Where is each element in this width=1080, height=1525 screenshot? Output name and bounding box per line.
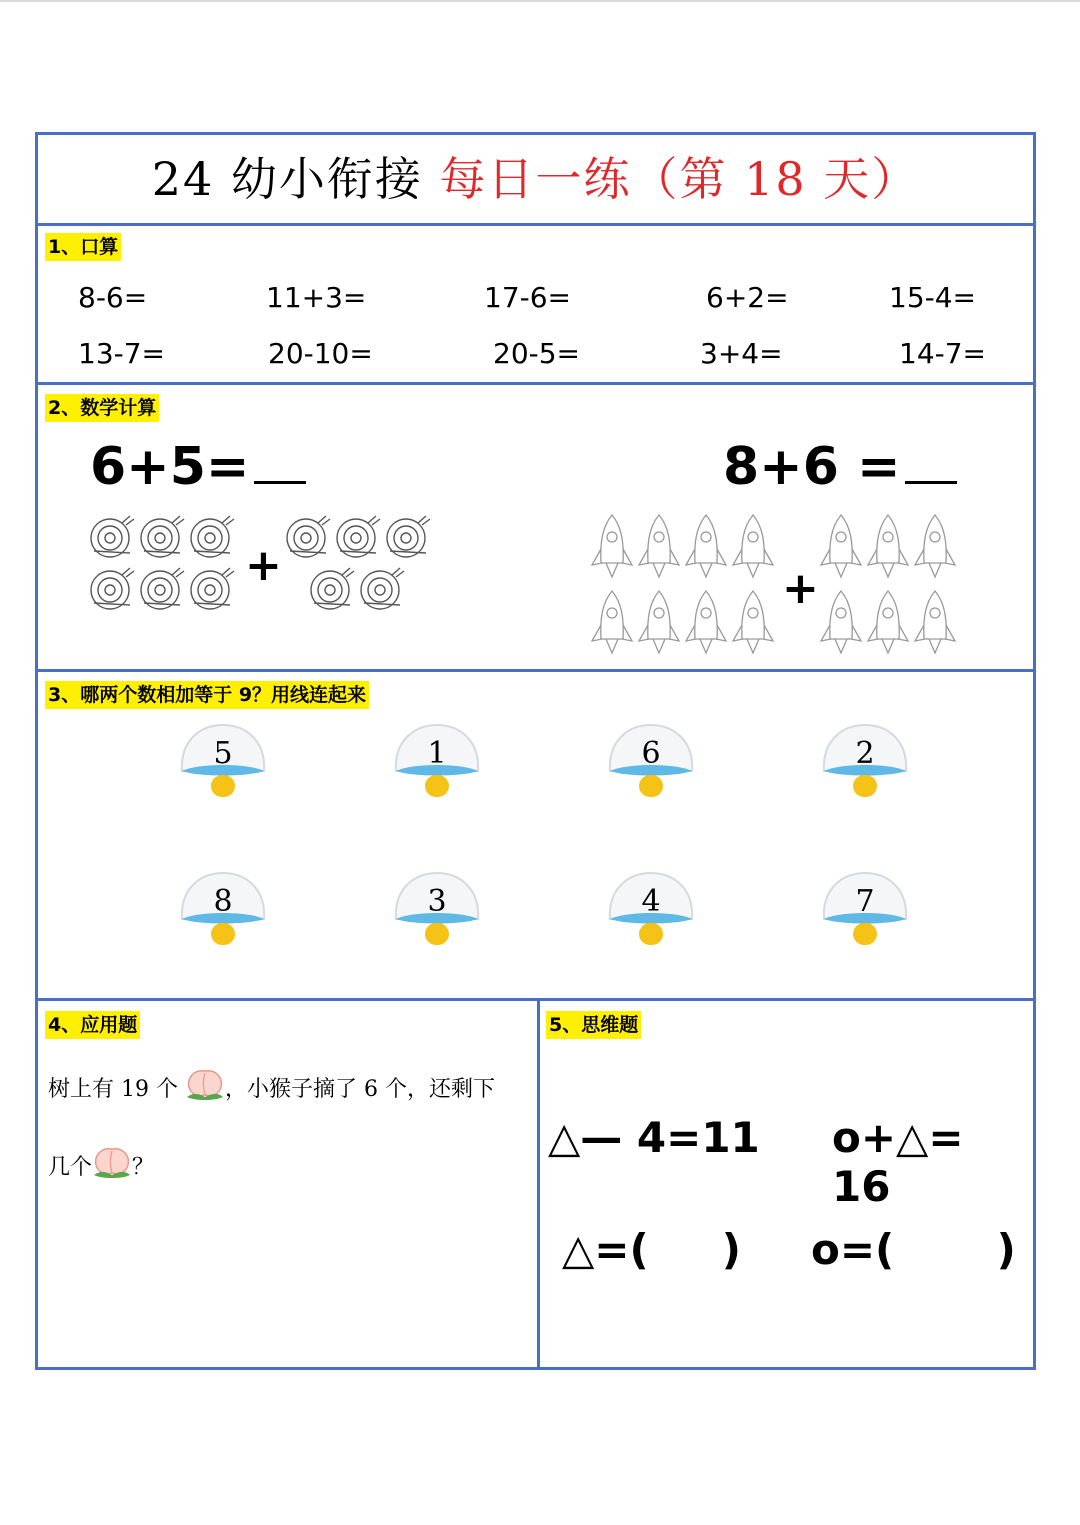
mushroom-number: 6 <box>641 736 661 771</box>
rocket-icon <box>868 591 908 653</box>
thinking-equation-2: o+△= 16 <box>832 1113 964 1211</box>
oral-item: 11+3= <box>266 281 367 314</box>
mushroom-number: 2 <box>855 736 875 771</box>
section-4-label: 4、应用题 <box>45 1011 140 1039</box>
equation-left-text: 6+5= <box>90 437 250 497</box>
rocket-icon <box>686 591 726 653</box>
mushroom-icon <box>606 869 696 961</box>
rocket-icon <box>915 591 955 653</box>
snail-icon-group <box>306 565 406 615</box>
mushroom-number: 7 <box>855 884 875 919</box>
snail-icon <box>91 516 134 557</box>
mushroom-number: 4 <box>641 884 661 919</box>
snail-icon <box>387 516 430 557</box>
mushroom-icon <box>820 869 910 961</box>
snail-icon <box>287 516 330 557</box>
oral-item: 20-10= <box>268 337 373 370</box>
snail-icon <box>311 568 354 609</box>
peach-icon <box>185 1065 225 1103</box>
rocket-icon-group <box>590 513 780 663</box>
title-day: 每日一练（第 18 天） <box>439 152 920 206</box>
answer-blank <box>905 441 957 484</box>
mushroom-icon <box>178 869 268 961</box>
mushroom-icon <box>178 721 268 813</box>
mushroom-icon <box>392 869 482 961</box>
rocket-icon <box>821 591 861 653</box>
divider <box>38 382 1033 385</box>
top-edge-line <box>0 0 1080 2</box>
rocket-icon <box>915 515 955 577</box>
snail-icon-group <box>86 513 236 563</box>
snail-icon-group <box>282 513 432 563</box>
snail-icon <box>141 516 184 557</box>
mushroom-number: 3 <box>427 884 447 919</box>
title-main: 24 幼小衔接 <box>151 152 423 206</box>
thinking-equation-1: △— 4=11 <box>548 1113 760 1162</box>
section-5-label: 5、思维题 <box>546 1011 641 1039</box>
word-problem-text: ，小猴子摘了 6 个，还剩下 <box>224 1077 495 1102</box>
oral-item: 14-7= <box>899 337 987 370</box>
rocket-icon <box>686 515 726 577</box>
divider <box>38 223 1033 226</box>
peach-icon <box>92 1143 132 1181</box>
section-1-label: 1、口算 <box>45 233 121 261</box>
snail-icon-group <box>86 565 236 615</box>
divider-vertical <box>537 1001 540 1367</box>
rocket-icon <box>821 515 861 577</box>
page-title <box>38 135 1033 223</box>
mushroom-number: 5 <box>213 736 233 771</box>
rocket-icon <box>639 515 679 577</box>
snail-icon <box>191 568 234 609</box>
equation-right <box>723 437 957 497</box>
divider <box>38 669 1033 672</box>
rocket-icon <box>733 591 773 653</box>
word-problem-text: 几个 <box>48 1155 93 1180</box>
section-2-label: 2、数学计算 <box>45 394 159 422</box>
thinking-answer-2: o=( ) <box>811 1225 1016 1274</box>
oral-item: 17-6= <box>484 281 572 314</box>
word-problem-text: ？ <box>132 1155 155 1180</box>
word-problem-line2 <box>48 1143 154 1181</box>
section-3-label: 3、哪两个数相加等于 9？用线连起来 <box>45 681 369 709</box>
oral-item: 20-5= <box>493 337 581 370</box>
rocket-icon <box>592 591 632 653</box>
snail-icon <box>91 568 134 609</box>
oral-item: 13-7= <box>78 337 166 370</box>
mushroom-icon <box>820 721 910 813</box>
divider <box>38 998 1033 1001</box>
answer-blank <box>254 441 306 484</box>
plus-sign: + <box>782 563 819 614</box>
oral-item: 3+4= <box>700 337 783 370</box>
oral-item: 6+2= <box>706 281 789 314</box>
word-problem-line1 <box>48 1065 528 1103</box>
equation-left <box>90 437 306 497</box>
thinking-answer-1: △=( ) <box>562 1225 741 1274</box>
snail-icon <box>141 568 184 609</box>
oral-item: 15-4= <box>889 281 977 314</box>
rocket-icon <box>639 591 679 653</box>
plus-sign: + <box>245 540 282 591</box>
mushroom-number: 1 <box>427 736 447 771</box>
rocket-icon <box>868 515 908 577</box>
word-problem-text: 树上有 19 个 <box>48 1077 178 1102</box>
rocket-icon-group <box>819 513 961 663</box>
equation-right-text: 8+6 = <box>723 437 901 497</box>
oral-item: 8-6= <box>78 281 148 314</box>
mushroom-icon <box>392 721 482 813</box>
snail-icon <box>191 516 234 557</box>
snail-icon <box>337 516 380 557</box>
mushroom-number: 8 <box>213 884 233 919</box>
mushroom-icon <box>606 721 696 813</box>
snail-icon <box>361 568 404 609</box>
rocket-icon <box>592 515 632 577</box>
worksheet <box>35 132 1036 1370</box>
rocket-icon <box>733 515 773 577</box>
